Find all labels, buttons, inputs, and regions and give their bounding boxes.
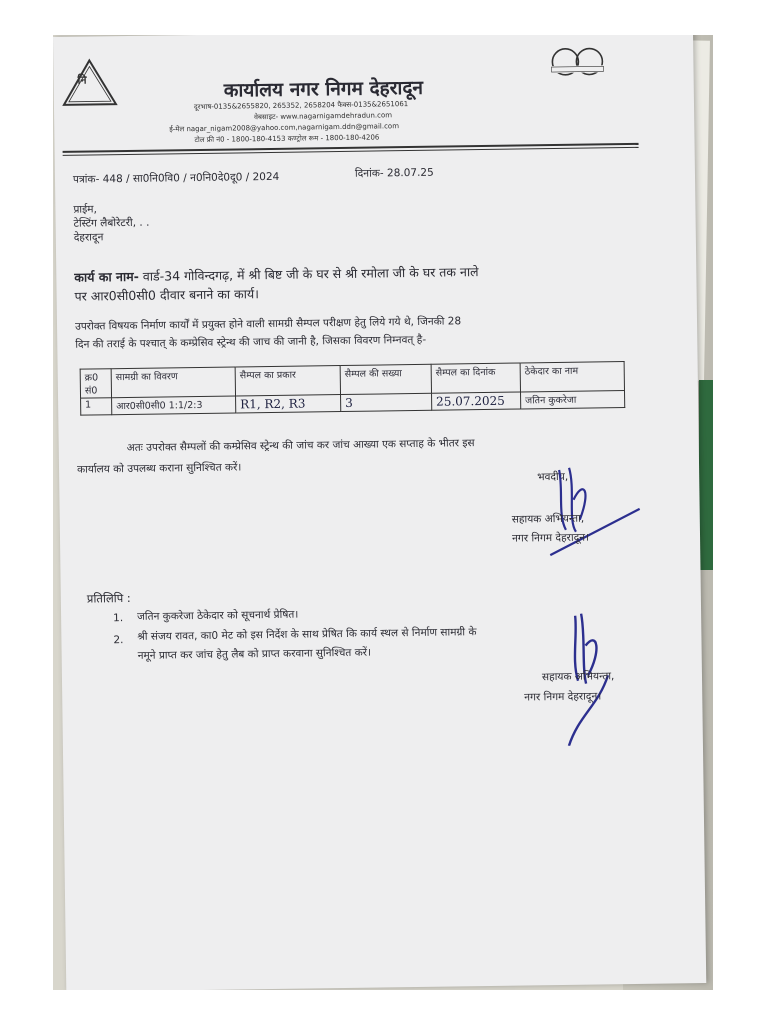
green-folder-edge — [699, 380, 713, 570]
cell-serial: 1 — [81, 398, 112, 415]
sign-title: सहायक अभियन्ता, — [511, 512, 585, 526]
recipient-line-3: देहरादून — [73, 231, 104, 244]
email-line: ई-मेल nagar_nigam2008@yahoo.com,nagarnigam.ddn@gmail.com — [169, 122, 400, 134]
sign2-office: नगर निगम देहरादून। — [524, 690, 602, 704]
cell-sample-date: 25.07.2025 — [432, 392, 521, 410]
header-sample-type: सैम्पल का प्रकार — [235, 366, 340, 396]
cell-contractor: जतिन कुकरेजा — [521, 391, 625, 409]
tollfree-line: टोल फ्री नं0 - 1800-180-4153 कण्ट्रोल रूम - 1800-180-4206 — [194, 133, 380, 145]
cell-sample-type: R1, R2, R3 — [236, 395, 341, 413]
phone-line: दूरभाष-0135&2655820, 265352, 2658204 फैक्स-0135&2651061 — [193, 100, 409, 112]
sign2-title: सहायक अभियन्ता, — [541, 670, 615, 684]
body-line-2: दिन की तराई के पश्चात् के कम्प्रेसिव स्ट्रेन्थ की जाच की जानी है, जिसका विवरण निम्नवत् है- — [75, 333, 427, 351]
subject-line-2: पर आर0सी0सी0 दीवार बनाने का कार्य। — [74, 286, 260, 304]
sign-greeting: भवदीय, — [537, 470, 569, 484]
subject-text: वार्ड-34 गोविन्दगढ़, में श्री बिष्ट जी के घर से श्री रमोला जी के घर तक नाले — [142, 264, 479, 284]
copy-item-2-cont: नमूने प्राप्त कर जांच हेतु लैब को प्राप्त करवाना सुनिश्चित करें। — [137, 646, 372, 662]
subject-line-1 — [74, 263, 478, 286]
copy-item-2-num: 2. — [113, 634, 124, 647]
copy-item-1-num: 1. — [113, 612, 124, 625]
logo-text: नि — [77, 73, 87, 87]
header-sample-date: सैम्पल का दिनांक — [431, 363, 520, 393]
cell-material: आर0सी0सी0 1:1/2:3 — [112, 396, 236, 415]
closing-line-1: अतः उपरोक्त सैम्पलों की कम्प्रेसिव स्ट्रेन्थ की जांच कर जांच आख्या एक सप्ताह के भीतर इस — [126, 437, 475, 455]
website-line: वेबसाइट- www.nagarnigamdehradun.com — [254, 111, 393, 122]
recipient-line-2: टेस्टिंग लैबोरेटरी, . . — [73, 216, 150, 230]
letter-page — [53, 35, 706, 990]
cell-sample-count: 3 — [341, 393, 432, 411]
municipal-logo-icon — [61, 58, 118, 107]
closing-line-2: कार्यालय को उपलब्ध कराना सुनिश्चित करें। — [76, 461, 242, 476]
office-title: कार्यालय नगर निगम देहरादून — [223, 76, 424, 102]
copy-item-1-text: जतिन कुकरेजा ठेकेदार को सूचनार्थ प्रेषित। — [137, 608, 299, 623]
header-contractor: ठेकेदार का नाम — [520, 362, 624, 392]
recipient-line-1: प्राईम, — [73, 203, 97, 216]
sign-office: नगर निगम देहरादून। — [511, 531, 590, 545]
letter-date: दिनांक- 28.07.25 — [354, 166, 434, 180]
header-sample-count: सैम्पल की सख्या — [340, 364, 431, 394]
samples-table — [80, 361, 626, 416]
reference-number: पत्रांक- 448 / सा0नि0वि0 / न0नि0दे0दू0 / 2024 — [72, 170, 280, 186]
subject-label: कार्य का नाम- — [74, 268, 139, 285]
header-material: सामग्री का विवरण — [111, 367, 235, 398]
copy-item-2-text: श्री संजय रावत, का0 मेट को इस निर्देश के साथ प्रेषित कि कार्य स्थल से निर्माण सामग्री के — [137, 626, 477, 643]
body-line-1: उपरोक्त विषयक निर्माण कार्यों में प्रयुक्त होने वाली सामग्री सैम्पल परीक्षण हेतु लिये गये थे, जिनकी 28 — [74, 315, 462, 333]
copy-heading: प्रतिलिपि : — [86, 590, 131, 606]
document-photo — [53, 35, 713, 990]
header-serial: क्र0 सं0 — [80, 369, 111, 398]
swachh-emblem-icon — [545, 43, 610, 82]
